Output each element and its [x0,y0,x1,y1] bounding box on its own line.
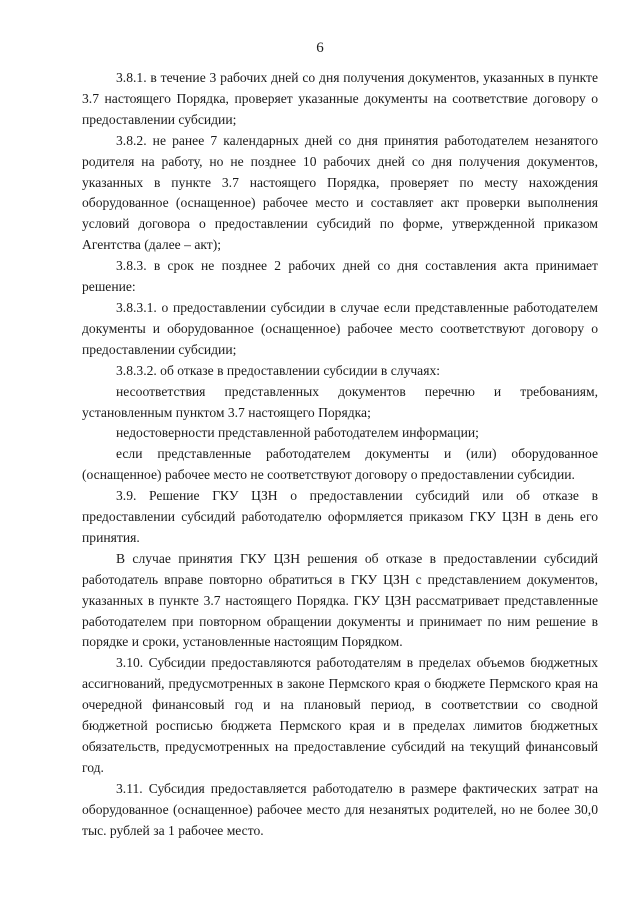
paragraph-refusal-reason-2: недостоверности представленной работодателем информации; [116,425,479,441]
paragraph-refusal-reason-1: несоответствия представленных документов перечню и требованиям, установленным пунктом 3.7 настоящего Порядка; [82,383,598,420]
document-body [82,68,598,842]
paragraph-3-11: 3.11. Субсидия предоставляется работодателю в размере фактических затрат на оборудованное (оснащенное) рабочее место для незанятых родителей, но не более 30,0 тыс. рублей за 1 рабочее место. [82,780,598,838]
paragraph-3-10: 3.10. Субсидии предоставляются работодателям в пределах объемов бюджетных ассигнований, предусмотренных в законе Пермского края о бюджете Пермского края на очередной финансовый год и на плановый период, в соответствии со сводной бюджетной росписью бюджета Пермского края и в пределах лимитов бюджетных обязательств, предусмотренных на предоставление субсидий на текущий финансовый год. [82,655,598,775]
paragraph-3-9: 3.9. Решение ГКУ ЦЗН о предоставлении субсидий или об отказе в предоставлении субсидий работодателю оформляется приказом ГКУ ЦЗН в день его принятия. [82,488,598,545]
paragraph-3-8-3-2: 3.8.3.2. об отказе в предоставлении субсидии в случаях: [116,362,441,378]
paragraph-refusal-reason-3: если представленные работодателем документы и (или) оборудованное (оснащенное) рабочее место не соответствуют договору о предоставлении субсидии. [82,446,598,483]
paragraph-3-8-2: 3.8.2. не ранее 7 календарных дней со дня принятия работодателем незанятого родителя на работу, но не позднее 10 рабочих дней со дня получения документов, указанных в пункте 3.7 настоящего Порядка, проверяет по месту нахождения оборудованное (оснащенное) рабочее место и составляет акт проверки выполнения условий договора о предоставлении субсидий по форме, утвержденной приказом Агентства (далее – акт); [82,132,598,253]
paragraph-3-8-1: 3.8.1. в течение 3 рабочих дней со дня получения документов, указанных в пункте 3.7 настоящего Порядка, проверяет указанные документы на соответствие договору о предоставлении субсидии; [82,70,598,127]
paragraph-repeat-application: В случае принятия ГКУ ЦЗН решения об отказе в предоставлении субсидий работодатель вправе повторно обратиться в ГКУ ЦЗН с представлением документов, указанных в пункте 3.7 настоящего Порядка. ГКУ ЦЗН рассматривает представленные работодателем при повторном обращении документы и принимает по ним решение в порядке и сроки, установленные настоящим Порядком. [82,550,598,650]
page-number: 6 [316,40,324,56]
paragraph-3-8-3-1: 3.8.3.1. о предоставлении субсидии в случае если представленные работодателем документы и оборудованное (оснащенное) рабочее место соответствуют договору о предоставлении субсидии; [82,299,598,357]
paragraph-3-8-3: 3.8.3. в срок не позднее 2 рабочих дней со дня составления акта принимает решение: [82,258,598,295]
